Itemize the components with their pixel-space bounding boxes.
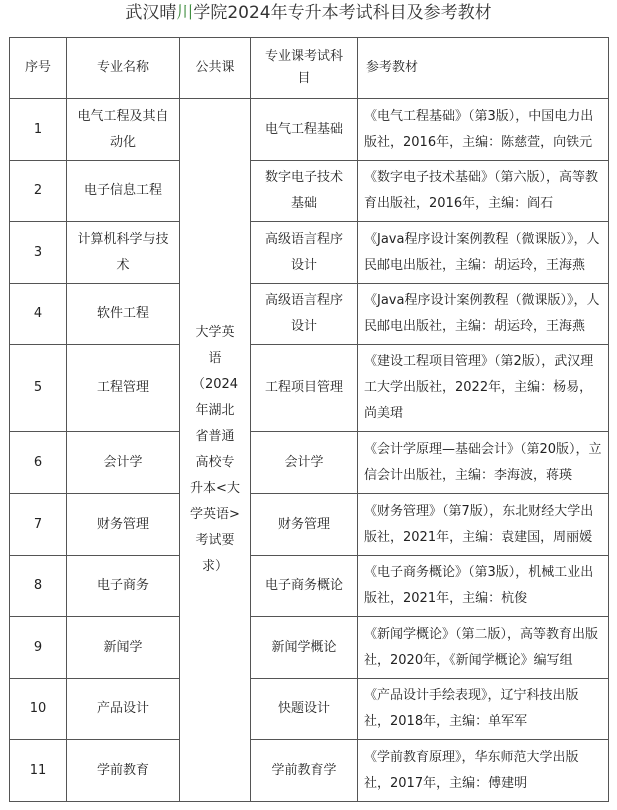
row-major [67,284,180,345]
table-row [10,432,609,494]
row-textbook [358,345,609,432]
row-major [67,432,180,494]
table-row [10,161,609,222]
title-part-1: 武汉晴 [125,3,177,23]
row-textbook-text: 《Java程序设计案例教程（微课版）》，人民邮电出版社，主编：胡运玲，王海燕 [364,293,600,334]
row-major [67,345,180,432]
row-textbook [358,161,609,222]
row-subject [251,99,358,161]
row-subject [251,161,358,222]
row-subject [251,556,358,617]
row-subject-text: 工程项目管理 [264,380,343,395]
header-subject: 专业课考试科目 [251,38,358,99]
row-subject-text: 学前教育学 [271,762,337,778]
row-textbook-text: 《新闻学概论》（第二版），高等教育出版社，2020年，《新闻学概论》编写组 [364,626,599,668]
row-major-text: 学前教育 [96,762,149,778]
table-body [10,99,609,802]
row-textbook-text: 《数字电子技术基础》（第六版），高等教育出版社，2016年，主编：阎石 [364,170,599,211]
row-textbook [358,740,609,802]
row-no: 2 [10,161,67,222]
row-subject [251,432,358,494]
table-row [10,494,609,556]
row-major-text: 财务管理 [96,516,149,532]
row-major [67,161,180,222]
row-no: 9 [10,617,67,679]
table-header-row [10,38,609,99]
row-no: 8 [10,556,67,617]
row-textbook-text: 《电气工程基础》（第3版），中国电力出版社，2016年，主编：陈慈萱，向铁元 [364,108,594,150]
row-subject-text: 财务管理 [277,516,330,532]
row-subject-text: 会计学 [284,454,324,470]
row-subject-text: 新闻学概论 [271,639,337,655]
title-part-3: 学院2024年专升本考试科目及参考教材 [193,3,492,23]
row-major [67,222,180,284]
row-major-text: 新闻学 [103,639,143,655]
row-major [67,556,180,617]
row-textbook-text: 《电子商务概论》（第3版），机械工业出版社，2021年，主编：杭俊 [364,565,594,606]
row-major-text: 会计学 [103,454,143,470]
row-major [67,679,180,740]
row-subject-text: 电气工程基础 [264,121,343,137]
title-part-2: 川 [176,3,194,23]
row-subject-text: 高级语言程序设计 [264,231,343,273]
row-subject [251,222,358,284]
row-no: 5 [10,345,67,432]
row-subject [251,284,358,345]
header-textbook: 参考教材 [358,38,609,99]
row-subject [251,679,358,740]
row-major [67,740,180,802]
row-no: 7 [10,494,67,556]
row-textbook [358,99,609,161]
exam-subjects-table [9,37,609,802]
row-subject-text: 数字电子技术基础 [264,170,343,211]
row-textbook [358,556,609,617]
row-no: 3 [10,222,67,284]
table-row [10,99,609,161]
row-subject [251,740,358,802]
row-major [67,99,180,161]
row-major-text: 软件工程 [96,306,149,321]
row-textbook-text: 《会计学原理—基础会计》（第20版），立信会计出版社，主编：李海波，蒋瑛 [364,441,602,483]
row-no: 4 [10,284,67,345]
row-subject-text: 电子商务概论 [264,578,343,593]
row-major-text: 计算机科学与技术 [77,231,169,273]
row-no: 10 [10,679,67,740]
table-row [10,284,609,345]
row-subject-text: 快题设计 [277,701,330,716]
table-row [10,222,609,284]
row-subject [251,494,358,556]
row-textbook [358,222,609,284]
row-textbook-text: 《Java程序设计案例教程（微课版）》，人民邮电出版社，主编：胡运玲，王海燕 [364,231,600,273]
row-no: 11 [10,740,67,802]
header-no: 序号 [10,38,67,99]
row-major-text: 电气工程及其自动化 [77,108,169,150]
row-textbook-text: 《产品设计手绘表现》，辽宁科技出版社，2018年，主编：单军军 [364,688,579,729]
row-subject [251,345,358,432]
row-textbook-text: 《学前教育原理》，华东师范大学出版社，2017年，主编：傅建明 [364,749,579,791]
row-textbook [358,284,609,345]
row-textbook [358,494,609,556]
row-major [67,494,180,556]
table-row [10,617,609,679]
row-major-text: 工程管理 [96,380,149,395]
table-row [10,345,609,432]
page-title [0,0,617,28]
public-course: 大学英语（2024年湖北省普通高校专升本<大学英语>考试要求） [180,99,251,802]
row-textbook [358,679,609,740]
table-row [10,740,609,802]
row-textbook-text: 《建设工程项目管理》（第2版），武汉理工大学出版社，2022年，主编：杨易，尚美珺 [364,354,594,421]
row-textbook-text: 《财务管理》（第7版），东北财经大学出版社，2021年，主编：袁建国，周丽媛 [364,503,594,545]
header-public-course: 公共课 [180,38,251,99]
row-major-text: 电子信息工程 [83,183,162,198]
table-row [10,679,609,740]
row-textbook [358,617,609,679]
table-row [10,556,609,617]
row-subject-text: 高级语言程序设计 [264,293,343,334]
row-no: 1 [10,99,67,161]
header-major: 专业名称 [67,38,180,99]
row-no: 6 [10,432,67,494]
row-subject [251,617,358,679]
row-major [67,617,180,679]
row-major-text: 产品设计 [96,701,149,716]
row-textbook [358,432,609,494]
row-major-text: 电子商务 [96,578,149,593]
